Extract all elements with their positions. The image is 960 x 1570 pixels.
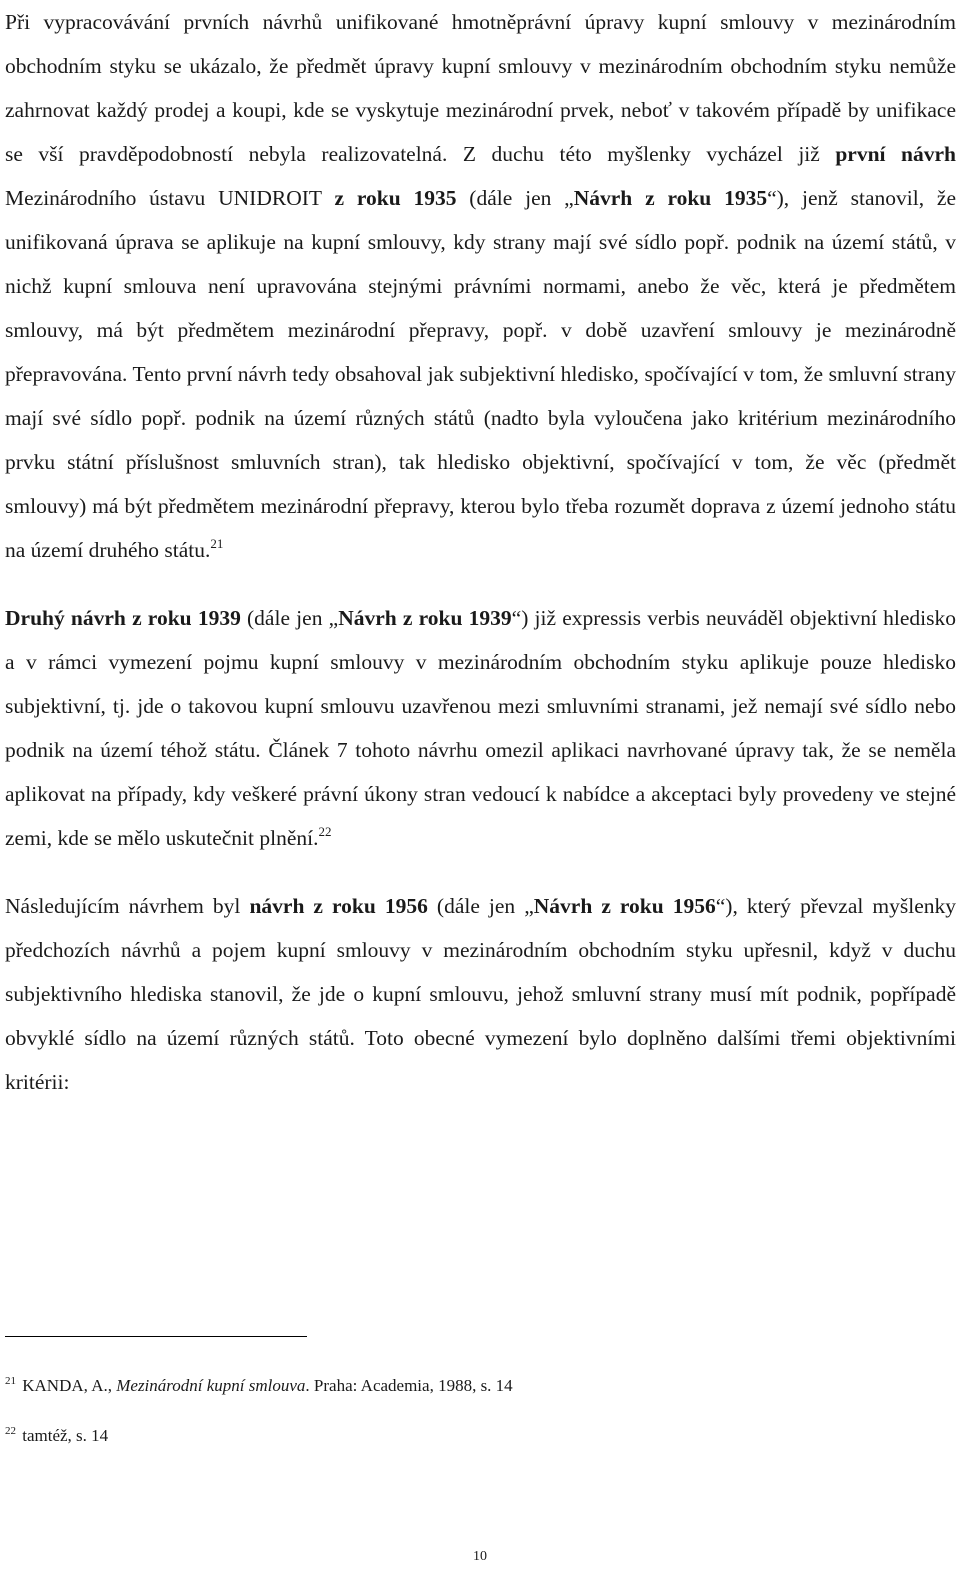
footnote-number: 21 [5,1375,16,1387]
footnote-22 [5,1422,945,1472]
bold-phrase: z roku 1935 [334,186,457,210]
footnote-text: tamtéž, s. 14 [22,1426,109,1445]
bold-phrase: návrh z roku 1956 [249,894,428,918]
footnotes [5,1372,945,1472]
footnote-text: KANDA, A., [22,1376,117,1395]
footnote-separator [5,1336,307,1337]
text-run: Mezinárodního ústavu UNIDROIT [5,186,335,210]
text-run: (dále jen „ [456,186,574,210]
footnote-title: Mezinárodní kupní smlouva [116,1376,306,1395]
text-run: “) již expressis verbis neuváděl objektivní hledisko a v rámci vymezení pojmu kupní smlouvy v mezinárodním obchodním styku aplikuje pouze hledisko subjektivní, tj. jde o takovou kupní smlouvu uzavřenou mezi smluvními stranami, jež nemají své sídlo nebo podnik na území téhož státu. Článek 7 tohoto návrhu omezil aplikaci navrhované úpravy tak, že se neměla aplikovat na případy, kdy veškeré právní úkony stran vedoucí k nabídce a akceptaci byly provedeny ve stejné zemi, kde se mělo uskutečnit plnění. [5,606,957,850]
bold-phrase: první návrh [835,142,956,166]
paragraph-2 [5,596,956,860]
footnote-text: . Praha: Academia, 1988, s. 14 [305,1376,513,1395]
text-run: (dále jen „ [427,894,534,918]
document-page [5,0,956,1104]
paragraph-3 [5,884,956,1104]
text-run: (dále jen „ [240,606,339,630]
bold-phrase: Návrh z roku 1939 [338,606,512,630]
footnote-reference: 22 [318,824,332,839]
footnote-21 [5,1372,945,1422]
text-run: “), jenž stanovil, že unifikovaná úprava se aplikuje na kupní smlouvy, kdy strany mají své sídlo popř. podnik na území států, v nichž kupní smlouva není upravována stejnými právními normami, anebo že věc, která je předmětem smlouvy, má být předmětem mezinárodní přepravy, popř. v době uzavření smlouvy je mezinárodně přepravována. Tento první návrh tedy obsahoval jak subjektivní hledisko, spočívající v tom, že smluvní strany mají své sídlo popř. podnik na území různých států (nadto byla vyloučena jako kritérium mezinárodního prvku státní příslušnost smluvních stran), tak hledisko objektivní, spočívající v tom, že věc (předmět smlouvy) má být předmětem mezinárodní přepravy, kterou bylo třeba rozumět doprava z území jednoho státu na území druhého státu. [5,186,956,562]
footnote-number: 22 [5,1425,16,1437]
text-run: Při vypracovávání prvních návrhů unifikované hmotněprávní úpravy kupní smlouvy v mezinárodním obchodním styku se ukázalo, že předmět úpravy kupní smlouvy v mezinárodním obchodním styku nemůže zahrnovat každý prodej a koupi, kde se vyskytuje mezinárodní prvek, neboť v takovém případě by unifikace se vší pravděpodobností nebyla realizovatelná. Z duchu této myšlenky vycházel již [5,10,956,166]
footnote-reference: 21 [210,536,224,551]
bold-phrase: Druhý návrh z roku 1939 [5,606,241,630]
text-run: “), který převzal myšlenky předchozích návrhů a pojem kupní smlouvy v mezinárodním obchodním styku upřesnil, když v duchu subjektivního hlediska stanovil, že jde o kupní smlouvu, jehož smluvní strany musí mít podnik, popřípadě obvyklé sídlo na území různých států. Toto obecné vymezení bylo doplněno dalšími třemi objektivními kritérii: [5,894,956,1094]
paragraph-1 [5,0,956,572]
page-number: 10 [473,1549,487,1564]
bold-phrase: Návrh z roku 1956 [533,894,716,918]
bold-phrase: Návrh z roku 1935 [573,186,768,210]
text-run: Následujícím návrhem byl [5,894,250,918]
